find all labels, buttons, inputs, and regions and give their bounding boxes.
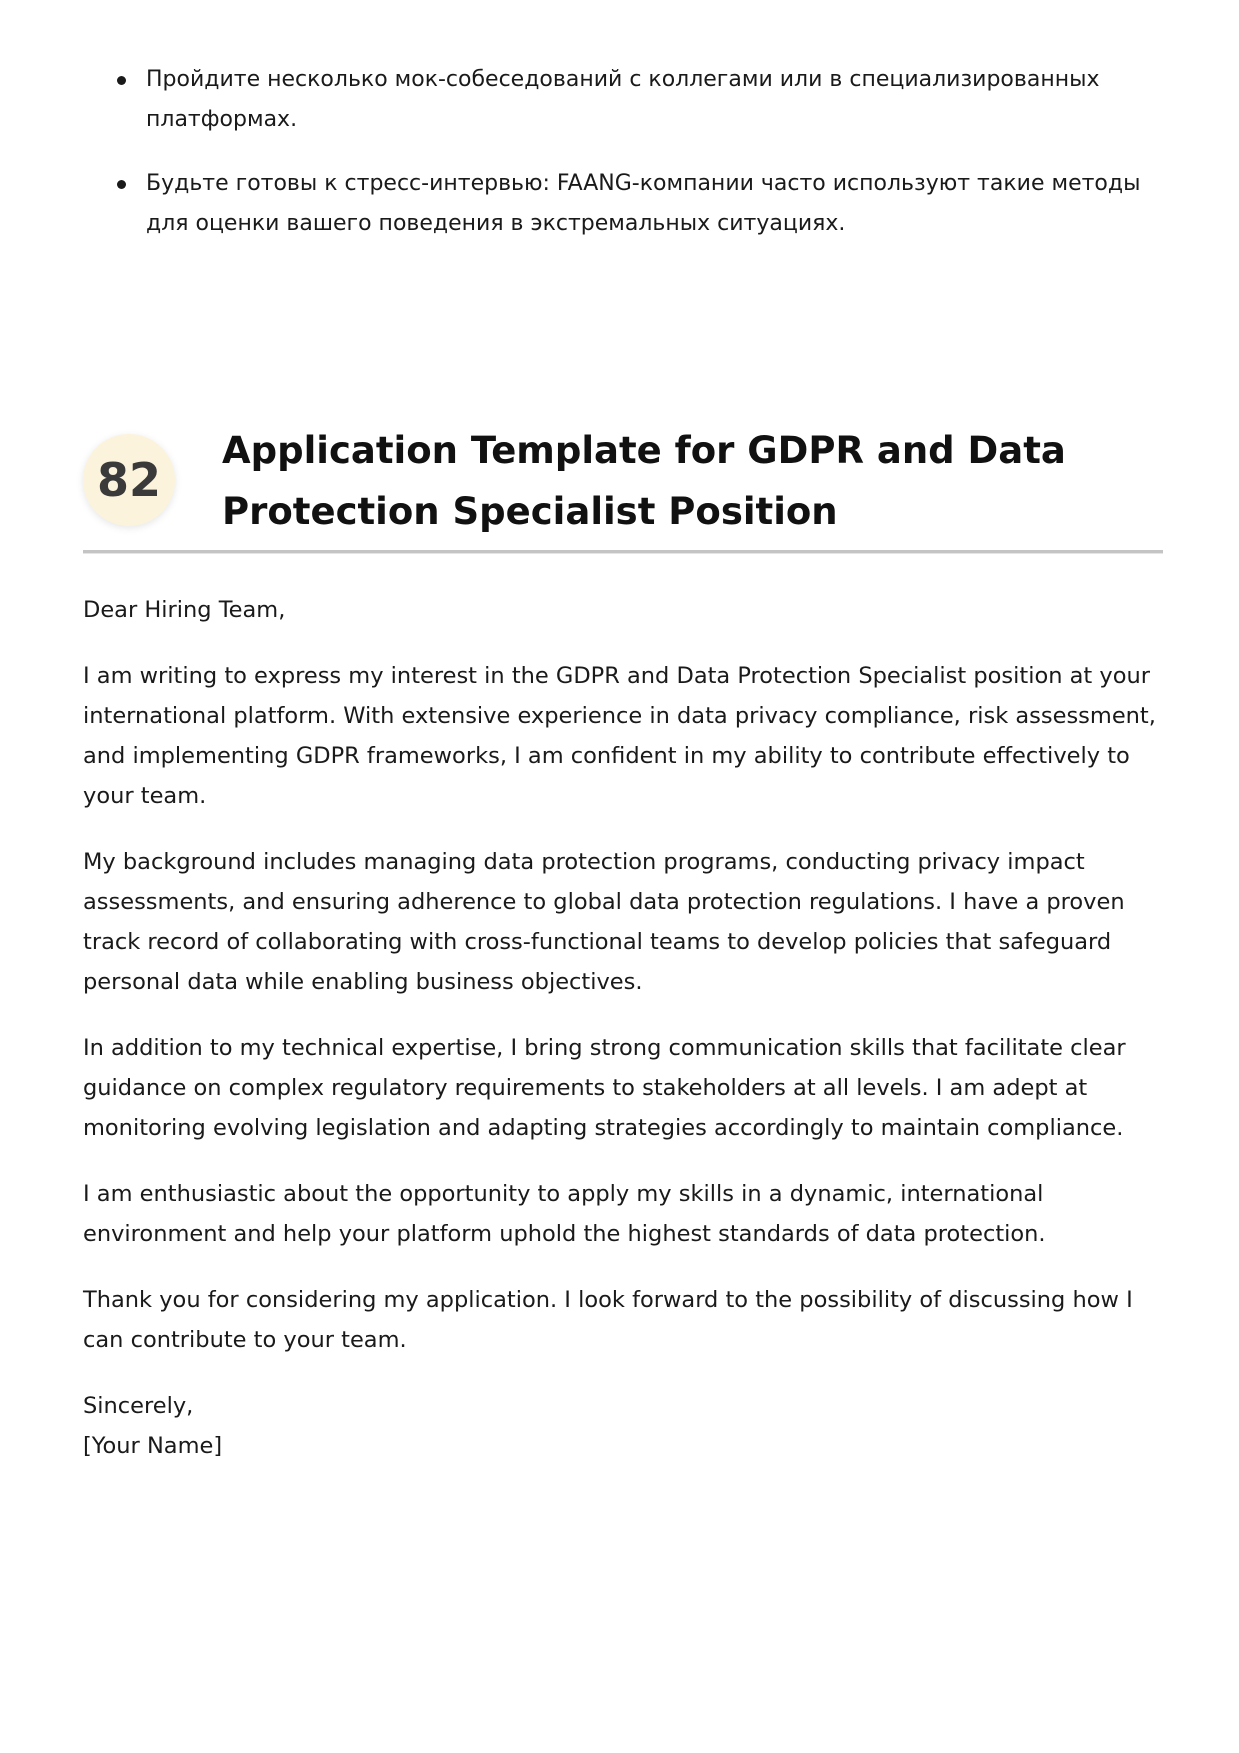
- letter-paragraph: I am enthusiastic about the opportunity to apply my skills in a dynamic, international environment and help your platform uphold the highest standards of data protection.: [83, 1181, 1046, 1247]
- tips-list: [83, 60, 1163, 268]
- bullet-dot-icon: [117, 180, 126, 189]
- bullet-dot-icon: [117, 76, 126, 85]
- letter-closing: Sincerely,: [83, 1393, 194, 1419]
- section-header: [83, 420, 1163, 553]
- section-title: Application Template for GDPR and Data Protection Specialist Position: [222, 429, 1066, 533]
- list-item: [83, 164, 1146, 244]
- letter-greeting: Dear Hiring Team,: [83, 597, 286, 623]
- letter-paragraph: Thank you for considering my application. I look forward to the possibility of discussing how I can contribute to your team.: [83, 1287, 1133, 1353]
- list-item: [83, 60, 1146, 140]
- letter-body: [83, 590, 1163, 1466]
- letter-signature: [Your Name]: [83, 1433, 223, 1459]
- letter-paragraph: My background includes managing data protection programs, conducting privacy impact assessments, and ensuring adherence to global data protection regulations. I have a proven track record of collaborating with cross-functional teams to develop policies that safeguard personal data while enabling business objectives.: [83, 849, 1125, 995]
- list-item-text: Пройдите несколько мок-собеседований с коллегами или в специализированных платформах.: [146, 67, 1100, 132]
- letter-paragraph: In addition to my technical expertise, I bring strong communication skills that facilitate clear guidance on complex regulatory requirements to stakeholders at all levels. I am adept at monitoring evolving legislation and adapting strategies accordingly to maintain compliance.: [83, 1035, 1126, 1141]
- section-number-badge: 82: [83, 434, 175, 526]
- list-item-text: Будьте готовы к стресс-интервью: FAANG-компании часто используют такие методы для оценки вашего поведения в экстремальных ситуациях.: [146, 171, 1141, 236]
- letter-paragraph: I am writing to express my interest in the GDPR and Data Protection Specialist position at your international platform. With extensive experience in data privacy compliance, risk assessment, and implementing GDPR frameworks, I am confident in my ability to contribute effectively to your team.: [83, 663, 1156, 809]
